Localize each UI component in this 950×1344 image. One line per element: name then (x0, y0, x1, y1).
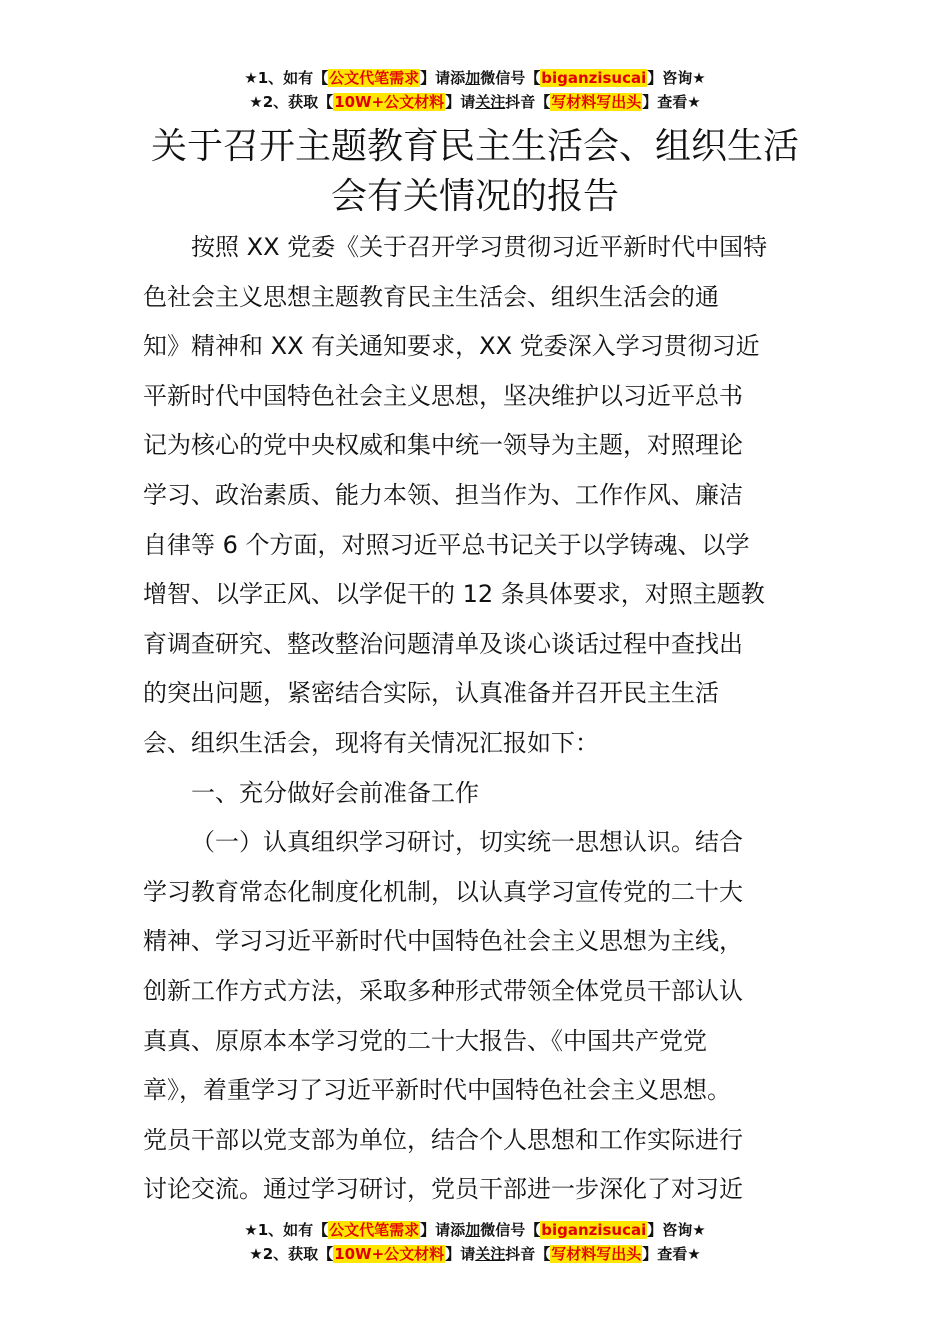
subsection-heading-line: （一）认真组织学习研讨，切实统一思想认识。结合 (191, 828, 743, 857)
promo-highlight: 公文代笔需求 (329, 69, 420, 87)
body-line: 章》，着重学习了习近平新时代中国特色社会主义思想。 (143, 1076, 731, 1105)
body-line: 党员干部以党支部为单位，结合个人思想和工作实际进行 (143, 1125, 743, 1154)
document-title (100, 122, 850, 222)
body-line: 学习教育常态化制度化机制，以认真学习宣传党的二十大 (143, 877, 743, 906)
promo-underlined-text: 加 (465, 69, 481, 87)
body-line: 育调查研究、整改整治问题清单及谈心谈话过程中查找出 (143, 629, 743, 658)
body-line: 的突出问题，紧密结合实际，认真准备并召开民主生活 (143, 679, 719, 708)
body-line: 知》精神和 XX 有关通知要求，XX 党委深入学习贯彻习近 (143, 332, 760, 361)
document-body (143, 223, 809, 1215)
body-line: 平新时代中国特色社会主义思想，坚决维护以习近平总书 (143, 381, 743, 410)
body-line: 按照 XX 党委《关于召开学习贯彻习近平新时代中国特 (191, 233, 768, 261)
promo-underlined-text: 关注 (475, 93, 506, 111)
promo-underlined-text: 关注 (475, 1245, 506, 1263)
body-line: 真真、原原本本学习党的二十大报告、《中国共产党党 (143, 1026, 707, 1055)
promo-highlight-douyin: 写材料写出头 (551, 93, 642, 111)
footer-promo-line-1 (0, 1218, 950, 1242)
promo-text: 微信号【 (480, 1221, 541, 1239)
promo-text: 】咨询★ (647, 1221, 706, 1239)
promo-text: 】咨询★ (647, 69, 706, 87)
title-line: 会有关情况的报告 (330, 176, 619, 217)
promo-highlight: 10W+公文材料 (334, 93, 445, 111)
title-line: 关于召开主题教育民主生活会、组织生活 (150, 126, 799, 167)
promo-text: 微信号【 (480, 69, 541, 87)
body-line: 自律等 6 个方面，对照习近平总书记关于以学铸魂、以学 (143, 530, 750, 559)
promo-text: 】请 (445, 1245, 476, 1263)
header-promo-line-2 (0, 90, 950, 114)
promo-text: ★1、如有【 (244, 69, 329, 87)
promo-text: ★2、获取【 (249, 93, 334, 111)
body-line: 增智、以学正风、以学促干的 12 条具体要求，对照主题教 (143, 580, 765, 609)
promo-text: 】请添 (420, 1221, 466, 1239)
promo-text: 】查看★ (642, 1245, 701, 1263)
header-promo (0, 66, 950, 114)
footer-promo (0, 1218, 950, 1266)
body-line: 精神、学习习近平新时代中国特色社会主义思想为主线， (143, 927, 743, 956)
promo-underlined-text: 加 (465, 1221, 481, 1239)
promo-text: 】请添 (420, 69, 466, 87)
promo-text: ★1、如有【 (244, 1221, 329, 1239)
promo-text: 】请 (445, 93, 476, 111)
promo-text: ★2、获取【 (249, 1245, 334, 1263)
promo-highlight: 10W+公文材料 (334, 1245, 445, 1263)
footer-promo-line-2 (0, 1242, 950, 1266)
promo-highlight-wechat: biganzisucai (541, 1221, 647, 1239)
body-line: 记为核心的党中央权威和集中统一领导为主题，对照理论 (143, 431, 743, 460)
body-line: 色社会主义思想主题教育民主生活会、组织生活会的通 (143, 282, 719, 311)
promo-text: 】查看★ (642, 93, 701, 111)
promo-highlight-wechat: biganzisucai (541, 69, 647, 87)
promo-highlight: 公文代笔需求 (329, 1221, 420, 1239)
body-line: 学习、政治素质、能力本领、担当作为、工作作风、廉洁 (143, 480, 743, 509)
promo-text: 抖音【 (505, 93, 551, 111)
body-line: 会、组织生活会，现将有关情况汇报如下： (143, 728, 599, 757)
header-promo-line-1 (0, 66, 950, 90)
section-heading: 一、充分做好会前准备工作 (191, 778, 479, 807)
promo-highlight-douyin: 写材料写出头 (551, 1245, 642, 1263)
promo-text: 抖音【 (505, 1245, 551, 1263)
body-line: 讨论交流。通过学习研讨，党员干部进一步深化了对习近 (143, 1175, 743, 1204)
body-line: 创新工作方式方法，采取多种形式带领全体党员干部认认 (143, 976, 743, 1005)
